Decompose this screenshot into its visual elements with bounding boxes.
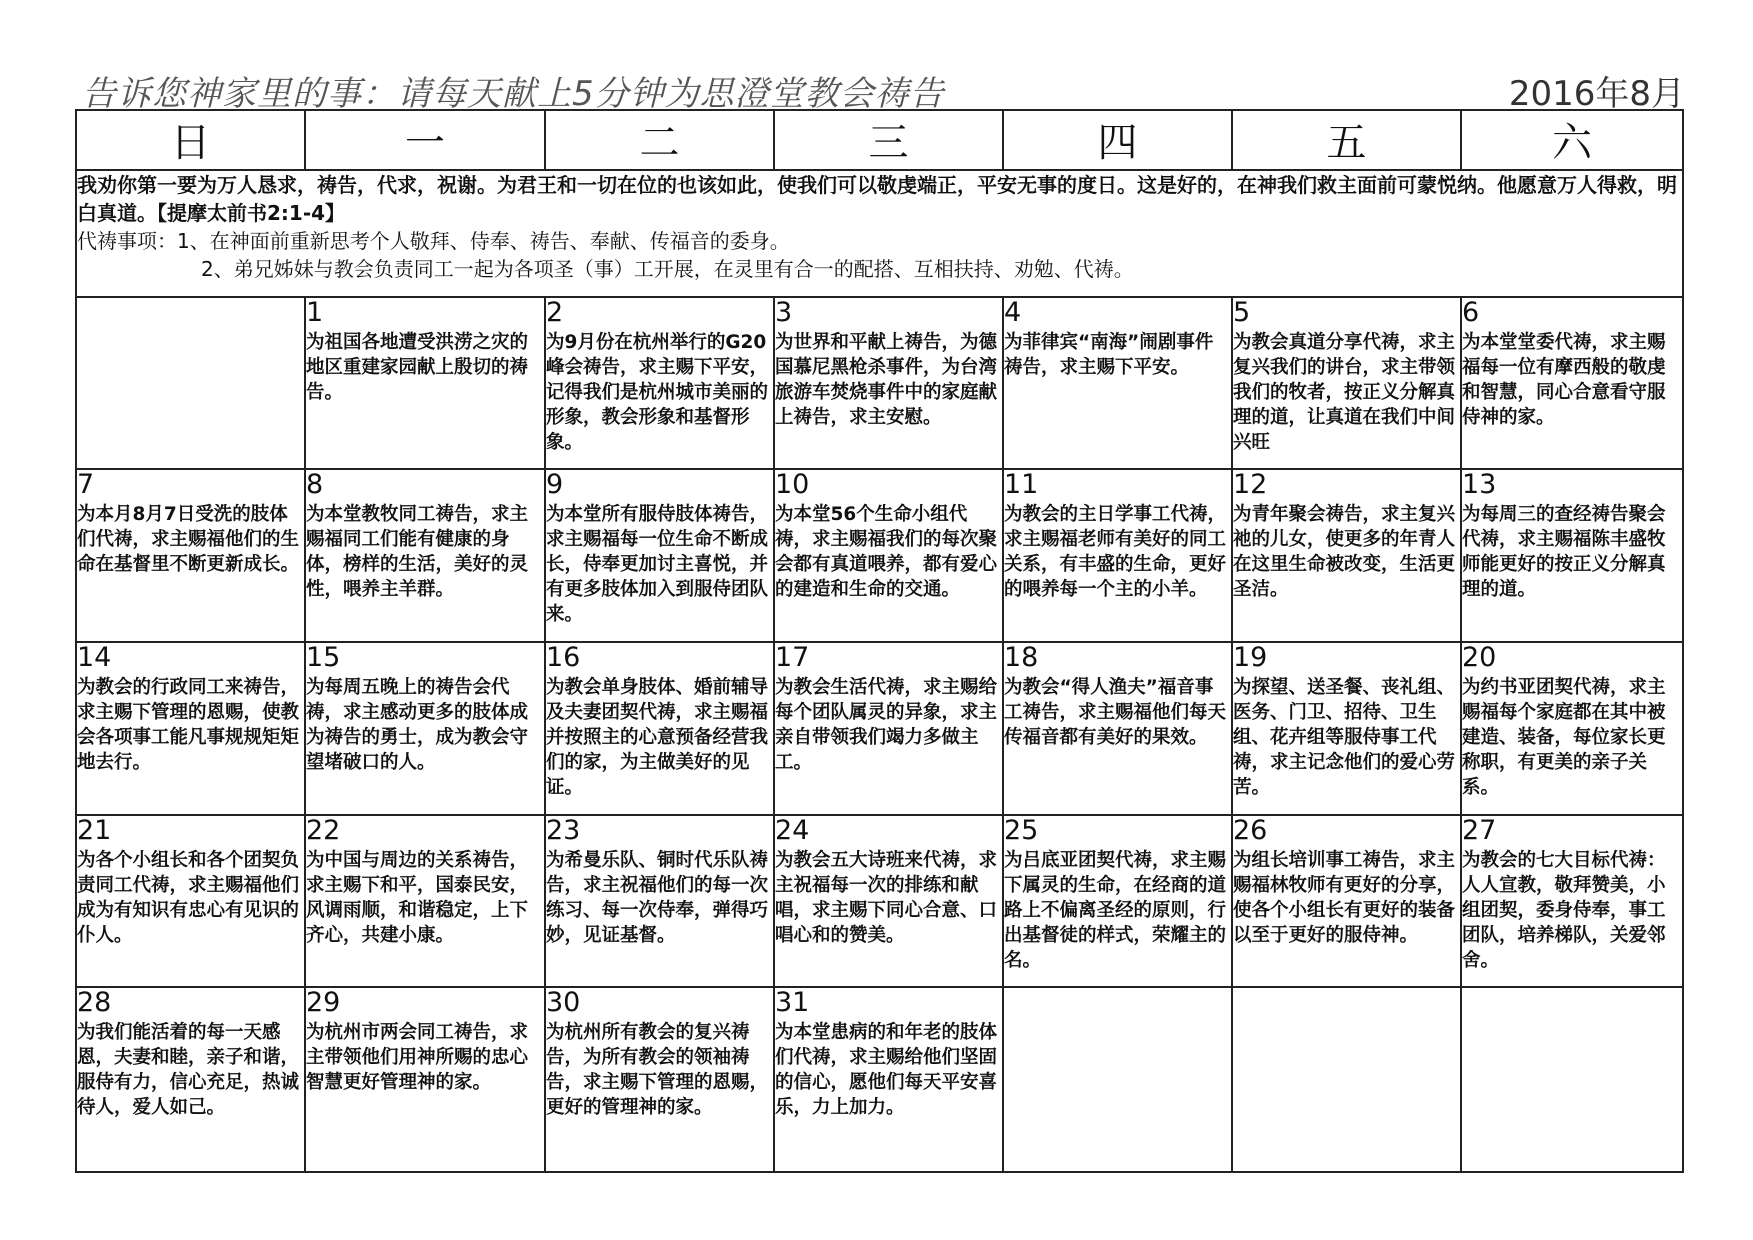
day-prayer: 为祖国各地遭受洪涝之灾的地区重建家园献上殷切的祷告。	[306, 331, 529, 403]
weekday-mon: 一	[305, 110, 545, 170]
day-prayer: 为教会的七大目标代祷：人人宣教，敬拜赞美，小组团契，委身侍奉，事工团队，培养梯队，关爱邻舍。	[1462, 849, 1666, 971]
empty-day-cell	[1232, 987, 1461, 1172]
day-cell	[76, 642, 305, 815]
empty-day-cell	[1003, 987, 1232, 1172]
day-cell	[545, 642, 774, 815]
weekday-thu: 四	[1003, 110, 1232, 170]
day-prayer: 为教会五大诗班来代祷，求主祝福每一次的排练和献唱，求主赐下同心合意、口唱心和的赞美。	[775, 849, 998, 946]
day-prayer: 为菲律宾“南海”闹剧事件祷告，求主赐下平安。	[1004, 331, 1214, 378]
day-prayer: 为教会单身肢体、婚前辅导及夫妻团契代祷，求主赐福并按照主的心意预备经营我们的家，为主做美好的见证。	[546, 676, 769, 798]
day-number: 2	[546, 296, 564, 328]
weekday-sun: 日	[76, 110, 305, 170]
day-prayer: 为约书亚团契代祷，求主赐福每个家庭都在其中被建造、装备，每位家长更称职，有更美的亲子关系。	[1462, 676, 1666, 798]
day-prayer: 为组长培训事工祷告，求主赐福林牧师有更好的分享，使各个小组长有更好的装备以至于更好的服侍神。	[1233, 849, 1456, 946]
week-row	[76, 469, 1683, 642]
day-number: 5	[1233, 296, 1251, 328]
day-cell	[305, 297, 545, 470]
empty-day-cell	[1461, 987, 1683, 1172]
day-number: 31	[775, 987, 810, 1019]
day-number: 15	[306, 641, 341, 673]
day-cell	[1003, 815, 1232, 988]
weekday-fri: 五	[1232, 110, 1461, 170]
day-number: 9	[546, 469, 564, 501]
day-cell	[1461, 469, 1683, 642]
day-prayer: 为希曼乐队、铜时代乐队祷告，求主祝福他们的每一次练习、每一次侍奉，弹得巧妙，见证基督。	[546, 849, 769, 946]
day-prayer: 为教会的行政同工来祷告，求主赐下管理的恩赐，使教会各项事工能凡事规规矩矩地去行。	[77, 676, 300, 773]
day-prayer: 为世界和平献上祷告，为德国慕尼黑枪杀事件，为台湾旅游车焚烧事件中的家庭献上祷告，求主安慰。	[775, 331, 998, 428]
day-prayer: 为杭州所有教会的复兴祷告，为所有教会的领袖祷告，求主赐下管理的恩赐，更好的管理神的家。	[546, 1022, 769, 1119]
weekday-sat: 六	[1461, 110, 1683, 170]
calendar-table	[75, 109, 1684, 1173]
day-cell	[1003, 469, 1232, 642]
day-number: 29	[306, 987, 341, 1019]
scripture-verse: 我劝你第一要为万人恳求，祷告，代求，祝谢。为君王和一切在位的也该如此，使我们可以敬虔端正，平安无事的度日。这是好的，在神我们救主面前可蒙悦纳。他愿意万人得救，明白真道。【提摩太前书2:1-4】	[77, 172, 1677, 225]
day-number: 6	[1462, 296, 1480, 328]
day-number: 18	[1004, 641, 1039, 673]
day-cell	[76, 987, 305, 1172]
day-cell	[1232, 469, 1461, 642]
day-prayer: 为探望、送圣餐、丧礼组、医务、门卫、招待、卫生组、花卉组等服侍事工代祷，求主记念他们的爱心劳苦。	[1233, 676, 1456, 798]
prayer-item-2: 2、弟兄姊妹与教会负责同工一起为各项圣（事）工开展，在灵里有合一的配搭、互相扶持、劝勉、代祷。	[201, 256, 1134, 281]
day-prayer: 为本堂堂委代祷，求主赐福每一位有摩西般的敬虔和智慧，同心合意看守服侍神的家。	[1462, 331, 1666, 428]
day-prayer: 为每周三的查经祷告聚会代祷，求主赐福陈丰盛牧师能更好的按正义分解真理的道。	[1462, 504, 1666, 601]
day-cell	[774, 815, 1003, 988]
weekday-header-row	[76, 110, 1683, 170]
day-prayer: 为教会生活代祷，求主赐给每个团队属灵的异象，求主亲自带领我们竭力多做主工。	[775, 676, 998, 773]
day-prayer: 为教会“得人渔夫”福音事工祷告，求主赐福他们每天传福音都有美好的果效。	[1004, 676, 1227, 748]
day-cell	[1461, 297, 1683, 470]
day-number: 17	[775, 641, 810, 673]
day-cell	[774, 987, 1003, 1172]
page-title: 告诉您神家里的事：请每天献上5分钟为思澄堂教会祷告	[82, 74, 945, 114]
prayer-item-1: 代祷事项：1、在神面前重新思考个人敬拜、侍奉、祷告、奉献、传福音的委身。	[77, 228, 790, 253]
day-number: 30	[546, 987, 581, 1019]
day-cell	[1003, 642, 1232, 815]
day-number: 20	[1462, 641, 1497, 673]
day-prayer: 为每周五晚上的祷告会代祷，求主感动更多的肢体成为祷告的勇士，成为教会守望堵破口的人。	[306, 676, 529, 773]
weekday-tue: 二	[545, 110, 774, 170]
day-number: 1	[306, 296, 324, 328]
month-label: 2016年8月	[1508, 74, 1685, 114]
day-cell	[1461, 815, 1683, 988]
day-number: 3	[775, 296, 793, 328]
day-cell	[76, 815, 305, 988]
day-prayer: 为本月8月7日受洗的肢体们代祷，求主赐福他们的生命在基督里不断更新成长。	[77, 504, 300, 576]
day-number: 7	[77, 469, 95, 501]
day-prayer: 为教会真道分享代祷，求主复兴我们的讲台，求主带领我们的牧者，按正义分解真理的道，让真道在我们中间兴旺	[1233, 331, 1456, 453]
day-number: 13	[1462, 469, 1497, 501]
day-cell	[1232, 815, 1461, 988]
day-cell	[1003, 297, 1232, 470]
day-number: 12	[1233, 469, 1268, 501]
day-prayer: 为青年聚会祷告，求主复兴祂的儿女，使更多的年青人在这里生命被改变，生活更圣洁。	[1233, 504, 1456, 601]
weekday-wed: 三	[774, 110, 1003, 170]
day-number: 22	[306, 814, 341, 846]
day-cell	[305, 987, 545, 1172]
day-prayer: 为中国与周边的关系祷告，求主赐下和平，国泰民安，风调雨顺，和谐稳定，上下齐心，共建小康。	[306, 849, 529, 946]
day-cell	[1461, 642, 1683, 815]
day-number: 8	[306, 469, 324, 501]
day-cell	[76, 469, 305, 642]
day-prayer: 为教会的主日学事工代祷，求主赐福老师有美好的同工关系，有丰盛的生命，更好的喂养每一个主的小羊。	[1004, 504, 1227, 601]
day-number: 14	[77, 641, 112, 673]
day-prayer: 为吕底亚团契代祷，求主赐下属灵的生命，在经商的道路上不偏离圣经的原则，行出基督徒的样式，荣耀主的名。	[1004, 849, 1227, 971]
day-prayer: 为各个小组长和各个团契负责同工代祷，求主赐福他们成为有知识有忠心有见识的仆人。	[77, 849, 300, 946]
day-cell	[774, 469, 1003, 642]
day-number: 24	[775, 814, 810, 846]
empty-day-cell	[76, 297, 305, 470]
day-prayer: 为杭州市两会同工祷告，求主带领他们用神所赐的忠心智慧更好管理神的家。	[306, 1022, 529, 1094]
day-number: 21	[77, 814, 112, 846]
day-prayer: 为本堂患病的和年老的肢体们代祷，求主赐给他们坚固的信心，愿他们每天平安喜乐，力上加力。	[775, 1022, 998, 1119]
day-cell	[305, 815, 545, 988]
day-number: 19	[1233, 641, 1268, 673]
intro-row	[76, 170, 1683, 297]
day-number: 26	[1233, 814, 1268, 846]
day-cell	[545, 987, 774, 1172]
day-number: 25	[1004, 814, 1039, 846]
day-number: 4	[1004, 296, 1022, 328]
day-cell	[774, 642, 1003, 815]
day-cell	[545, 815, 774, 988]
day-cell	[1232, 642, 1461, 815]
day-number: 10	[775, 469, 810, 501]
day-prayer: 为本堂所有服侍肢体祷告，求主赐福每一位生命不断成长，侍奉更加讨主喜悦，并有更多肢体加入到服侍团队来。	[546, 504, 769, 626]
day-cell	[1232, 297, 1461, 470]
day-cell	[305, 469, 545, 642]
day-number: 23	[546, 814, 581, 846]
day-prayer: 为本堂56个生命小组代祷，求主赐福我们的每次聚会都有真道喂养，都有爱心的建造和生命的交通。	[775, 504, 998, 601]
day-cell	[305, 642, 545, 815]
intro-cell	[76, 170, 1683, 297]
day-prayer: 为9月份在杭州举行的G20峰会祷告，求主赐下平安，记得我们是杭州城市美丽的形象，教会形象和基督形象。	[546, 331, 769, 453]
week-row	[76, 297, 1683, 470]
week-row	[76, 642, 1683, 815]
day-cell	[545, 469, 774, 642]
day-number: 16	[546, 641, 581, 673]
day-number: 28	[77, 987, 112, 1019]
day-number: 27	[1462, 814, 1497, 846]
week-row	[76, 987, 1683, 1172]
week-row	[76, 815, 1683, 988]
day-cell	[774, 297, 1003, 470]
day-prayer: 为本堂教牧同工祷告，求主赐福同工们能有健康的身体，榜样的生活，美好的灵性，喂养主羊群。	[306, 504, 529, 601]
day-cell	[545, 297, 774, 470]
day-prayer: 为我们能活着的每一天感恩，夫妻和睦，亲子和谐，服侍有力，信心充足，热诚待人，爱人如己。	[77, 1022, 300, 1119]
day-number: 11	[1004, 469, 1039, 501]
